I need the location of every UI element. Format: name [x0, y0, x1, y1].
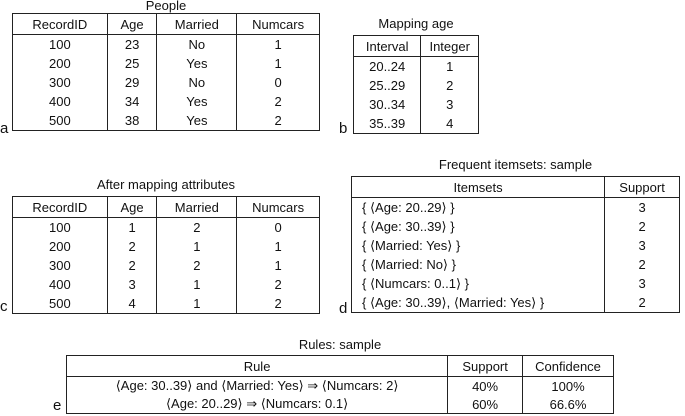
table-cell: 20..24 [369, 59, 406, 74]
column-header: Support [605, 177, 680, 198]
panel-label-e: e [53, 397, 62, 414]
table-cell: { ⟨Married: No⟩ } [362, 256, 456, 272]
table-row [67, 395, 614, 414]
table-cell: 1 [421, 57, 479, 77]
table-row [354, 114, 479, 134]
table-cell: 500 [48, 113, 71, 128]
rules-title: Rules: sample [298, 337, 382, 352]
table-cell: { ⟨Numcars: 0..1⟩ } [362, 275, 469, 291]
people-table [12, 13, 320, 131]
table-cell: 4 [107, 294, 157, 314]
table-cell: 2 [157, 256, 237, 275]
table-cell: 200 [48, 56, 71, 71]
table-cell: 60% [448, 395, 523, 414]
table-cell: No [157, 35, 237, 55]
mapping-age-body [354, 57, 479, 134]
frequent-itemsets-body [352, 198, 680, 313]
table-cell: 1 [237, 256, 320, 275]
table-row [13, 111, 320, 131]
table-row [352, 255, 680, 274]
table-cell: 34 [107, 92, 157, 111]
table-row [13, 73, 320, 92]
table-row [354, 95, 479, 114]
table-cell: 300 [48, 258, 71, 273]
table-cell: Yes [157, 54, 237, 73]
table-cell: Yes [157, 92, 237, 111]
table-cell: 200 [48, 239, 71, 254]
people-header-row [13, 14, 320, 35]
table-row [13, 218, 320, 238]
column-header: RecordID [13, 14, 108, 35]
table-cell: 2 [605, 217, 680, 236]
table-row [352, 217, 680, 236]
table-row [352, 293, 680, 313]
table-cell: 25..29 [369, 78, 406, 93]
table-row [13, 237, 320, 256]
table-cell: 400 [48, 94, 71, 109]
column-header: Interval [354, 36, 421, 57]
panel-label-c: c [0, 298, 8, 315]
table-cell: 0 [237, 73, 320, 92]
table-cell: 2 [605, 293, 680, 313]
after-mapping-header-row [13, 197, 320, 218]
table-cell: 1 [157, 294, 237, 314]
column-header: Confidence [523, 356, 614, 377]
table-cell: 38 [107, 111, 157, 131]
rules-header-row [67, 356, 614, 377]
table-cell: 1 [157, 275, 237, 294]
table-cell: 3 [107, 275, 157, 294]
column-header: Numcars [237, 197, 320, 218]
table-cell: 3 [605, 236, 680, 255]
table-cell: 1 [237, 35, 320, 55]
table-cell: 3 [605, 274, 680, 293]
table-cell: 400 [48, 277, 71, 292]
table-row [13, 294, 320, 314]
after-mapping-body [13, 218, 320, 314]
mapping-age-title: Mapping age [378, 16, 454, 31]
table-cell: 3 [605, 198, 680, 218]
column-header: Married [157, 197, 237, 218]
table-cell: Yes [157, 111, 237, 131]
table-cell: 2 [237, 111, 320, 131]
column-header: Age [107, 197, 157, 218]
after-mapping-title: After mapping attributes [96, 177, 236, 192]
table-cell: 100 [48, 37, 71, 52]
column-header: Rule [67, 356, 448, 377]
table-cell: 30..34 [369, 97, 406, 112]
table-cell: 29 [107, 73, 157, 92]
table-row [67, 377, 614, 396]
panel-label-b: b [339, 120, 348, 137]
table-row [13, 275, 320, 294]
table-cell: 1 [107, 218, 157, 238]
table-cell: 2 [237, 275, 320, 294]
table-cell: 1 [237, 237, 320, 256]
table-cell: 2 [421, 76, 479, 95]
table-row [13, 92, 320, 111]
table-cell: 2 [157, 218, 237, 238]
table-cell: { ⟨Age: 20..29⟩ } [362, 199, 455, 215]
table-row [354, 76, 479, 95]
table-cell: 2 [605, 255, 680, 274]
table-cell: ⟨Age: 20..29⟩ ⇒ ⟨Numcars: 0.1⟩ [165, 396, 349, 411]
table-row [352, 274, 680, 293]
table-cell: 25 [107, 54, 157, 73]
table-cell: 1 [157, 237, 237, 256]
frequent-itemsets-table [351, 176, 680, 313]
table-cell: 2 [107, 256, 157, 275]
table-cell: 100 [48, 220, 71, 235]
column-header: Married [157, 14, 237, 35]
table-row [13, 35, 320, 55]
table-cell: 2 [107, 237, 157, 256]
table-cell: 100% [523, 377, 614, 396]
table-cell: 500 [48, 296, 71, 311]
column-header: Numcars [237, 14, 320, 35]
table-row [352, 198, 680, 218]
table-cell: No [157, 73, 237, 92]
table-cell: 66.6% [523, 395, 614, 414]
table-cell: { ⟨Age: 30..39⟩, ⟨Married: Yes⟩ } [362, 294, 545, 310]
table-cell: 4 [421, 114, 479, 134]
frequent-itemsets-header-row [352, 177, 680, 198]
mapping-age-header-row [354, 36, 479, 57]
column-header: Support [448, 356, 523, 377]
table-row [13, 256, 320, 275]
table-cell: { ⟨Married: Yes⟩ } [362, 237, 461, 253]
table-cell: 2 [237, 92, 320, 111]
column-header: Age [107, 14, 157, 35]
rules-body [67, 377, 614, 414]
after-mapping-table [12, 196, 320, 314]
table-cell: ⟨Age: 30..39⟩ and ⟨Married: Yes⟩ ⇒ ⟨Numcars: 2⟩ [115, 378, 399, 393]
mapping-age-table [353, 35, 479, 134]
frequent-itemsets-title: Frequent itemsets: sample [438, 157, 593, 172]
table-cell: 0 [237, 218, 320, 238]
people-body [13, 35, 320, 131]
table-cell: 1 [237, 54, 320, 73]
panel-label-d: d [339, 300, 348, 317]
panel-label-a: a [0, 120, 9, 137]
table-row [352, 236, 680, 255]
column-header: RecordID [13, 197, 108, 218]
column-header: Itemsets [352, 177, 605, 198]
people-title: People [145, 0, 187, 13]
table-cell: { ⟨Age: 30..39⟩ } [362, 218, 455, 234]
table-row [13, 54, 320, 73]
table-cell: 23 [107, 35, 157, 55]
table-cell: 300 [48, 75, 71, 90]
column-header: Integer [421, 36, 479, 57]
table-cell: 40% [448, 377, 523, 396]
table-cell: 3 [421, 95, 479, 114]
table-cell: 2 [237, 294, 320, 314]
table-row [354, 57, 479, 77]
rules-table [66, 355, 614, 414]
table-cell: 35..39 [369, 116, 406, 131]
